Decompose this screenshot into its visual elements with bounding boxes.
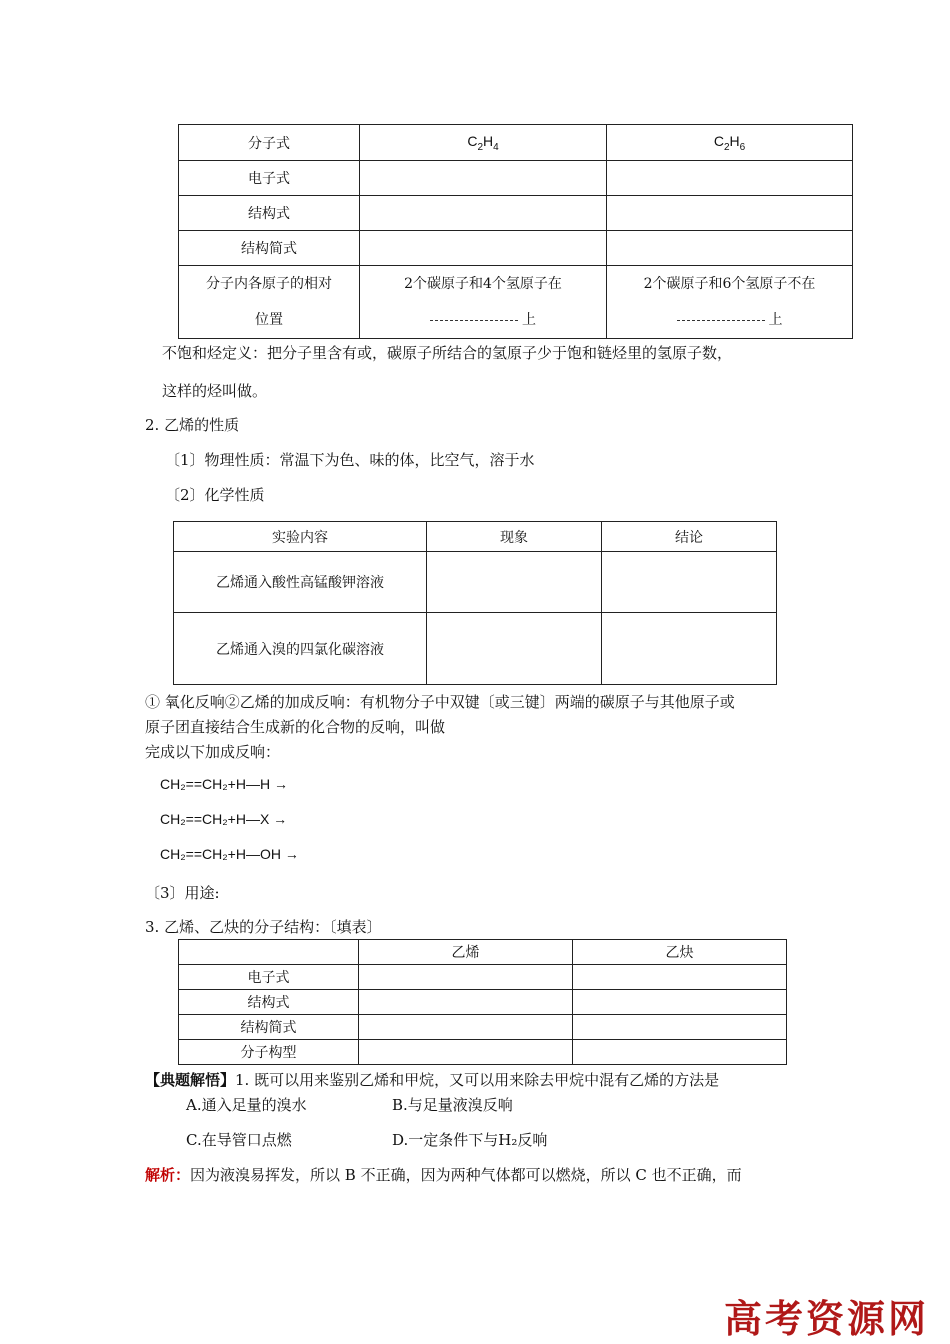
structure-table	[178, 939, 787, 1065]
section-heading: 3. 乙烯、乙炔的分子结构：〔填表〕	[145, 918, 382, 936]
blank-cell	[573, 965, 787, 990]
equation: CH₂==CH₂+H—H →	[160, 776, 288, 792]
cell-suffix: 上	[768, 312, 783, 328]
blank-cell	[602, 613, 777, 685]
experiment-cell: 乙烯通入酸性高锰酸钾溶液	[174, 552, 427, 613]
header-cell: 实验内容	[174, 522, 427, 552]
experiment-cell: 乙烯通入溴的四氯化碳溶液	[174, 613, 427, 685]
definition-line-2: 这样的烃叫做。	[162, 382, 268, 400]
example-tag: 【典题解悟】	[145, 1071, 236, 1089]
label-line: 位置	[255, 312, 283, 328]
row-label: 电子式	[179, 965, 359, 990]
reaction-line-2: 原子团直接结合生成新的化合物的反响，叫做	[145, 718, 446, 736]
blank-cell	[607, 196, 853, 231]
row-label: 结构式	[179, 196, 360, 231]
section-heading: 2. 乙烯的性质	[145, 416, 240, 434]
cell-suffix: 上	[522, 312, 536, 328]
equation: CH₂==CH₂+H—X →	[160, 811, 288, 827]
analysis-label: 解析：	[145, 1166, 191, 1184]
position-cell	[607, 266, 853, 339]
reaction-line-1: ① 氧化反响②乙烯的加成反响：有机物分子中双键〔或三键〕两端的碳原子与其他原子或	[145, 693, 735, 711]
physical-properties: 〔1〕物理性质：常温下为色、味的体，比空气，溶于水	[165, 451, 535, 469]
row-label: 结构简式	[179, 1015, 359, 1040]
blank-cell	[573, 1015, 787, 1040]
row-label: 分子构型	[179, 1040, 359, 1065]
header-cell	[179, 940, 359, 965]
blank-cell	[602, 552, 777, 613]
option-c: C.在导管口点燃	[186, 1131, 292, 1149]
row-label: 电子式	[179, 161, 360, 196]
blank-cell	[359, 1040, 573, 1065]
question-text: 1. 既可以用来鉴别乙烯和甲烷，又可以用来除去甲烷中混有乙烯的方法是	[235, 1071, 720, 1089]
option-a: A.通入足量的溴水	[186, 1096, 307, 1114]
fill-blank	[430, 319, 518, 321]
option-d: D.一定条件下与H₂反响	[392, 1131, 548, 1149]
header-cell: 乙炔	[573, 940, 787, 965]
blank-cell	[359, 990, 573, 1015]
blank-cell	[573, 990, 787, 1015]
blank-cell	[607, 161, 853, 196]
blank-cell	[360, 196, 607, 231]
row-label: 结构式	[179, 990, 359, 1015]
definition-line-1: 不饱和烃定义：把分子里含有或，碳原子所结合的氢原子少于饱和链烃里的氢原子数，	[162, 344, 733, 362]
option-b: B.与足量液溴反响	[392, 1096, 513, 1114]
blank-cell	[359, 965, 573, 990]
header-cell: 乙烯	[359, 940, 573, 965]
chemical-properties: 〔2〕化学性质	[165, 486, 265, 504]
experiment-table	[173, 521, 777, 685]
blank-cell	[359, 1015, 573, 1040]
equation: CH₂==CH₂+H—OH →	[160, 846, 299, 862]
blank-cell	[573, 1040, 787, 1065]
example-question	[145, 1069, 719, 1090]
analysis-text: 因为液溴易挥发，所以 B 不正确，因为两种气体都可以燃烧，所以 C 也不正确，而	[190, 1166, 742, 1184]
blank-cell	[427, 552, 602, 613]
row-label	[179, 266, 360, 339]
cell-line: 2个碳原子和6个氢原子不在	[643, 276, 816, 292]
header-cell: 分子式	[179, 125, 360, 161]
label-line: 分子内各原子的相对	[206, 276, 332, 292]
uses-heading: 〔3〕用途:	[145, 884, 220, 902]
analysis	[145, 1164, 742, 1185]
header-cell: $C_2H_6$	[607, 125, 853, 161]
blank-cell	[427, 613, 602, 685]
position-cell	[360, 266, 607, 339]
cell-line: 2个碳原子和4个氢原子在	[404, 276, 562, 292]
row-label: 结构简式	[179, 231, 360, 266]
blank-cell	[607, 231, 853, 266]
instruction: 完成以下加成反响：	[145, 743, 281, 761]
blank-cell	[360, 231, 607, 266]
header-cell: 结论	[602, 522, 777, 552]
header-cell: 现象	[427, 522, 602, 552]
formula-table	[178, 124, 853, 339]
site-watermark: 高考资源网	[724, 1296, 930, 1341]
blank-cell	[360, 161, 607, 196]
fill-blank	[677, 319, 765, 321]
header-cell: $C_2H_4$	[360, 125, 607, 161]
